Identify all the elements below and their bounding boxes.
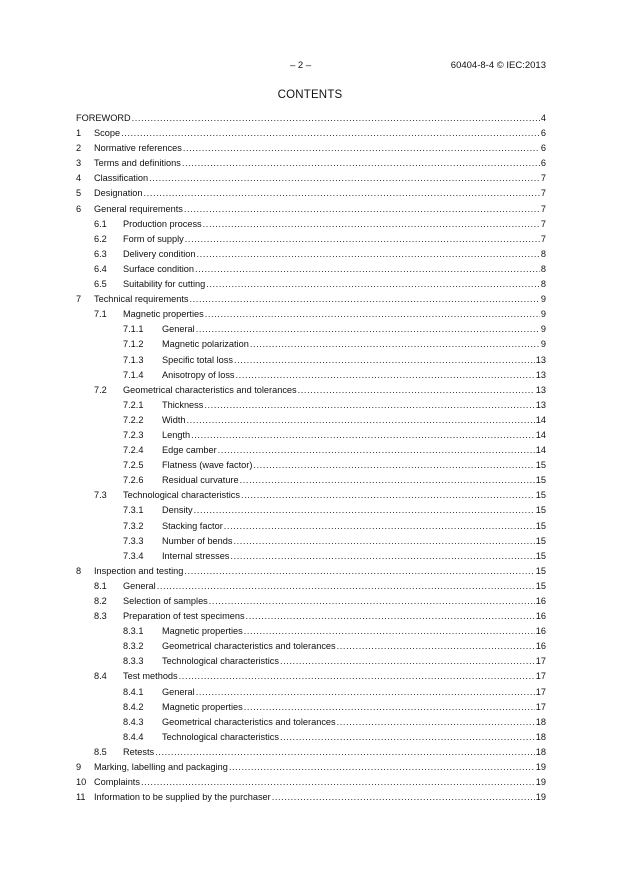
toc-entry-title: Thickness bbox=[162, 399, 204, 410]
toc-entry[interactable] bbox=[76, 126, 546, 141]
toc-entry-number: 7.2.6 bbox=[123, 475, 144, 486]
toc-entry[interactable] bbox=[76, 247, 546, 262]
toc-entry-title: Selection of samples bbox=[123, 596, 208, 606]
toc-entry[interactable] bbox=[76, 639, 546, 654]
toc-entry-title: Marking, labelling and packaging bbox=[94, 762, 228, 773]
toc-entry-title: Magnetic properties bbox=[123, 309, 204, 320]
toc-entry-line bbox=[123, 247, 546, 262]
toc-entry-line bbox=[123, 383, 546, 398]
toc-entry[interactable] bbox=[76, 383, 546, 398]
toc-dot-leader bbox=[236, 368, 535, 383]
toc-entry-line bbox=[94, 775, 546, 790]
toc-dot-leader bbox=[244, 624, 535, 639]
toc-entry-title: Delivery condition bbox=[123, 248, 196, 259]
toc-entry[interactable] bbox=[76, 700, 546, 715]
toc-entry-page: 14 bbox=[535, 414, 546, 425]
toc-entry-title: Test methods bbox=[123, 671, 178, 682]
toc-dot-leader bbox=[184, 202, 540, 217]
toc-entry-title: Technological characteristics bbox=[162, 731, 279, 742]
toc-dot-leader bbox=[144, 186, 540, 201]
toc-entry-line bbox=[94, 202, 546, 217]
toc-entry-page: 19 bbox=[535, 777, 546, 788]
toc-dot-leader bbox=[244, 700, 535, 715]
toc-entry-title: Anisotropy of loss bbox=[162, 369, 235, 380]
toc-entry-page: 17 bbox=[535, 656, 546, 667]
toc-entry[interactable] bbox=[76, 186, 546, 201]
toc-entry-number: 8.3.2 bbox=[123, 641, 144, 652]
toc-entry-line bbox=[162, 368, 546, 383]
toc-entry[interactable] bbox=[76, 292, 546, 307]
toc-dot-leader bbox=[185, 232, 540, 247]
toc-entry-page: 6 bbox=[540, 158, 546, 169]
toc-entry[interactable] bbox=[76, 458, 546, 473]
toc-entry-line bbox=[162, 428, 546, 443]
toc-entry-line bbox=[94, 564, 546, 579]
toc-entry-line bbox=[94, 760, 546, 775]
toc-entry-number: 8.5 bbox=[94, 746, 107, 757]
toc-dot-leader bbox=[337, 639, 535, 654]
toc-entry-number: 11 bbox=[76, 792, 86, 803]
toc-entry-page: 15 bbox=[535, 490, 546, 501]
toc-entry[interactable] bbox=[76, 790, 546, 805]
toc-dot-leader bbox=[157, 579, 535, 594]
toc-entry-number: 7.1.1 bbox=[123, 324, 144, 335]
toc-entry-number: 7 bbox=[76, 294, 82, 305]
toc-entry-line bbox=[123, 277, 546, 292]
toc-dot-leader bbox=[298, 383, 535, 398]
toc-entry-number: 7.2.3 bbox=[123, 429, 144, 440]
toc-entry[interactable] bbox=[76, 624, 546, 639]
toc-entry-page: 7 bbox=[540, 188, 546, 199]
toc-entry-title: Geometrical characteristics and tolerances bbox=[162, 716, 336, 727]
toc-entry-line bbox=[162, 458, 546, 473]
toc-entry[interactable] bbox=[76, 715, 546, 730]
toc-entry-page: 8 bbox=[540, 248, 546, 259]
toc-entry-line bbox=[94, 186, 546, 201]
toc-entry-title: Edge camber bbox=[162, 445, 217, 456]
toc-dot-leader bbox=[121, 126, 540, 141]
toc-entry[interactable] bbox=[76, 669, 546, 684]
toc-dot-leader bbox=[132, 111, 540, 126]
toc-dot-leader bbox=[205, 307, 540, 322]
toc-entry-number: 6.5 bbox=[94, 279, 107, 290]
toc-entry[interactable] bbox=[76, 534, 546, 549]
toc-entry-page: 9 bbox=[540, 324, 546, 335]
toc-entry[interactable] bbox=[76, 322, 546, 337]
toc-entry[interactable] bbox=[76, 232, 546, 247]
toc-dot-leader bbox=[182, 156, 540, 171]
toc-entry-number: 8 bbox=[76, 565, 82, 576]
toc-entry-number: 6.3 bbox=[94, 248, 107, 259]
toc-entry-page: 14 bbox=[535, 429, 546, 440]
toc-entry[interactable] bbox=[76, 141, 546, 156]
toc-entry-line bbox=[162, 398, 546, 413]
toc-entry[interactable] bbox=[76, 685, 546, 700]
toc-entry-title: Number of bends bbox=[162, 535, 233, 546]
toc-entry-title: Width bbox=[162, 414, 186, 425]
toc-dot-leader bbox=[141, 775, 535, 790]
toc-entry-page: 19 bbox=[535, 792, 546, 803]
toc-entry-line bbox=[162, 624, 546, 639]
toc-entry[interactable] bbox=[76, 488, 546, 503]
toc-dot-leader bbox=[183, 141, 540, 156]
toc-entry-page: 6 bbox=[540, 143, 546, 154]
toc-entry-title: Geometrical characteristics and tolerances bbox=[123, 384, 297, 395]
toc-entry-line bbox=[94, 156, 546, 171]
toc-entry[interactable] bbox=[76, 262, 546, 277]
toc-entry-title: General requirements bbox=[94, 203, 183, 214]
toc-entry-title: Production process bbox=[123, 218, 202, 229]
toc-dot-leader bbox=[218, 443, 535, 458]
toc-dot-leader bbox=[337, 715, 535, 730]
toc-entry-page: 13 bbox=[535, 369, 546, 380]
document-reference: 60404-8-4 © IEC:2013 bbox=[450, 60, 546, 71]
toc-entry-number: 8.3.1 bbox=[123, 626, 144, 637]
toc-entry-page: 8 bbox=[540, 279, 546, 290]
toc-entry-title: Surface condition bbox=[123, 263, 194, 274]
toc-entry-number: 7.3.4 bbox=[123, 550, 144, 561]
toc-entry-number: 8.1 bbox=[94, 580, 107, 591]
toc-entry-line bbox=[123, 307, 546, 322]
toc-entry[interactable] bbox=[76, 519, 546, 534]
toc-entry-number: 7.2.2 bbox=[123, 414, 144, 425]
toc-dot-leader bbox=[241, 488, 535, 503]
toc-entry-line bbox=[162, 322, 546, 337]
toc-entry-title: Technological characteristics bbox=[123, 490, 240, 501]
toc-entry-line bbox=[162, 715, 546, 730]
toc-entry-title: Designation bbox=[94, 188, 143, 199]
toc-entry-page: 15 bbox=[535, 520, 546, 531]
toc-entry[interactable] bbox=[76, 307, 546, 322]
toc-dot-leader bbox=[184, 564, 534, 579]
toc-entry[interactable] bbox=[76, 594, 546, 609]
toc-entry-title: Length bbox=[162, 429, 191, 440]
toc-entry-number: 8.4 bbox=[94, 671, 107, 682]
toc-dot-leader bbox=[179, 669, 535, 684]
toc-entry-line bbox=[162, 700, 546, 715]
toc-entry-title: Preparation of test specimens bbox=[123, 611, 245, 622]
toc-entry-page: 7 bbox=[540, 173, 546, 184]
toc-entry-number: 7.2.1 bbox=[123, 399, 144, 410]
toc-entry-page: 13 bbox=[535, 399, 546, 410]
toc-entry-line bbox=[123, 579, 546, 594]
toc-entry-line bbox=[123, 262, 546, 277]
toc-entry-page: 18 bbox=[535, 731, 546, 742]
toc-entry-line bbox=[162, 353, 546, 368]
toc-dot-leader bbox=[204, 398, 534, 413]
toc-entry-page: 15 bbox=[535, 565, 546, 576]
toc-entry[interactable] bbox=[76, 473, 546, 488]
toc-entry-page: 15 bbox=[535, 580, 546, 591]
toc-entry[interactable] bbox=[76, 760, 546, 775]
toc-entry-line bbox=[162, 413, 546, 428]
toc-entry-title: Geometrical characteristics and tolerances bbox=[162, 641, 336, 652]
toc-dot-leader bbox=[233, 534, 534, 549]
toc-entry[interactable] bbox=[76, 171, 546, 186]
toc-entry-number: 7.1.4 bbox=[123, 369, 144, 380]
toc-entry[interactable] bbox=[76, 428, 546, 443]
toc-entry[interactable] bbox=[76, 202, 546, 217]
toc-entry-page: 17 bbox=[535, 686, 546, 697]
toc-dot-leader bbox=[191, 428, 535, 443]
toc-entry-title: Magnetic properties bbox=[162, 701, 243, 712]
toc-entry-title: Terms and definitions bbox=[94, 158, 181, 169]
toc-dot-leader bbox=[155, 745, 535, 760]
toc-entry-page: 4 bbox=[540, 113, 546, 123]
toc-entry-page: 17 bbox=[535, 671, 546, 682]
toc-entry-number: 8.4.2 bbox=[123, 701, 144, 712]
toc-entry-number: 1 bbox=[76, 128, 82, 139]
toc-entry-title: Technological characteristics bbox=[162, 656, 279, 667]
toc-entry-number: 10 bbox=[76, 777, 87, 788]
contents-title: CONTENTS bbox=[277, 89, 343, 101]
page-number: – 2 – bbox=[290, 60, 312, 71]
toc-dot-leader bbox=[224, 519, 535, 534]
toc-entry[interactable] bbox=[76, 398, 546, 413]
toc-dot-leader bbox=[194, 503, 535, 518]
toc-entry-title: General bbox=[123, 580, 156, 591]
toc-entry[interactable] bbox=[76, 654, 546, 669]
toc-entry-number: 9 bbox=[76, 762, 82, 773]
toc-dot-leader bbox=[197, 247, 540, 262]
toc-entry-title: Scope bbox=[94, 128, 121, 139]
toc-entry-number: 7.1.3 bbox=[123, 354, 144, 365]
toc-entry-page: 19 bbox=[535, 762, 546, 773]
toc-entry-page: 9 bbox=[540, 339, 546, 350]
toc-entry-title: Specific total loss bbox=[162, 354, 233, 365]
toc-entry-number: 4 bbox=[76, 173, 82, 184]
toc-entry-number: 7.3.3 bbox=[123, 535, 144, 546]
toc-dot-leader bbox=[234, 353, 535, 368]
toc-entry-title: Information to be supplied by the purchaser bbox=[94, 792, 271, 803]
toc-entry[interactable] bbox=[76, 156, 546, 171]
toc-entry-page: 8 bbox=[540, 263, 546, 274]
toc-entry-title: Normative references bbox=[94, 143, 182, 154]
table-of-contents bbox=[76, 111, 546, 805]
toc-entry-number: 2 bbox=[76, 143, 82, 154]
toc-entry-line bbox=[162, 730, 546, 745]
toc-entry-number: 7.3 bbox=[94, 490, 107, 501]
toc-entry-number: 7.3.1 bbox=[123, 505, 144, 516]
toc-entry-line bbox=[76, 111, 546, 126]
toc-entry-page: 15 bbox=[535, 535, 546, 546]
toc-entry-page: 16 bbox=[535, 596, 546, 606]
toc-entry-title: Classification bbox=[94, 173, 149, 184]
toc-entry-page: 14 bbox=[535, 445, 546, 456]
toc-entry-title: Suitability for cutting bbox=[123, 279, 206, 290]
toc-entry-line bbox=[162, 654, 546, 669]
toc-entry-number: 8.4.1 bbox=[123, 686, 144, 697]
toc-entry[interactable] bbox=[76, 579, 546, 594]
toc-entry-line bbox=[162, 337, 546, 352]
toc-entry-line bbox=[123, 594, 546, 609]
toc-entry-page: 9 bbox=[540, 309, 546, 320]
toc-entry-title: Magnetic properties bbox=[162, 626, 243, 637]
toc-entry-title: Residual curvature bbox=[162, 475, 239, 486]
toc-entry-page: 17 bbox=[535, 701, 546, 712]
toc-entry-page: 15 bbox=[535, 460, 546, 471]
toc-entry-line bbox=[123, 217, 546, 232]
toc-entry-number: 6.4 bbox=[94, 263, 107, 274]
toc-entry-number: 7.1 bbox=[94, 309, 107, 320]
toc-dot-leader bbox=[280, 654, 535, 669]
toc-entry-line bbox=[94, 790, 546, 805]
toc-entry-page: 7 bbox=[540, 218, 546, 229]
toc-entry-line bbox=[94, 292, 546, 307]
toc-entry-number: 8.4.4 bbox=[123, 731, 144, 742]
toc-dot-leader bbox=[250, 337, 540, 352]
toc-entry-number: 7.2.4 bbox=[123, 445, 144, 456]
toc-entry-page: 18 bbox=[535, 746, 546, 757]
toc-entry-number: 7.2.5 bbox=[123, 460, 144, 471]
toc-entry[interactable] bbox=[76, 775, 546, 790]
toc-entry-title: Flatness (wave factor) bbox=[162, 460, 253, 471]
toc-entry-line bbox=[162, 473, 546, 488]
toc-entry-number: 7.1.2 bbox=[123, 339, 144, 350]
toc-entry[interactable] bbox=[76, 368, 546, 383]
toc-entry-line bbox=[162, 503, 546, 518]
toc-dot-leader bbox=[272, 790, 535, 805]
toc-dot-leader bbox=[209, 594, 535, 609]
toc-entry[interactable] bbox=[76, 549, 546, 564]
toc-entry-title: Stacking factor bbox=[162, 520, 223, 531]
toc-entry-page: 7 bbox=[540, 233, 546, 244]
toc-entry-page: 13 bbox=[535, 384, 546, 395]
toc-entry-page: 13 bbox=[535, 354, 546, 365]
toc-entry-number: 8.2 bbox=[94, 596, 107, 606]
toc-dot-leader bbox=[203, 217, 540, 232]
toc-entry-title: Technical requirements bbox=[94, 294, 189, 305]
toc-dot-leader bbox=[196, 322, 540, 337]
toc-entry-title: General bbox=[162, 324, 195, 335]
toc-entry-line bbox=[162, 534, 546, 549]
toc-entry[interactable] bbox=[76, 503, 546, 518]
toc-entry-line bbox=[123, 669, 546, 684]
toc-dot-leader bbox=[229, 760, 535, 775]
toc-entry-number: 6 bbox=[76, 203, 82, 214]
toc-entry-page: 18 bbox=[535, 716, 546, 727]
toc-entry-title: Inspection and testing bbox=[94, 565, 184, 576]
toc-dot-leader bbox=[253, 458, 534, 473]
toc-entry-number: 8.3 bbox=[94, 611, 107, 622]
toc-entry[interactable] bbox=[76, 609, 546, 624]
toc-dot-leader bbox=[240, 473, 535, 488]
toc-entry-page: 7 bbox=[540, 203, 546, 214]
toc-entry-title: Magnetic polarization bbox=[162, 339, 249, 350]
toc-entry-number: 6.2 bbox=[94, 233, 107, 244]
toc-entry-title: Complaints bbox=[94, 777, 140, 788]
toc-entry-line bbox=[123, 745, 546, 760]
toc-entry-page: 16 bbox=[535, 626, 546, 637]
toc-entry-page: 15 bbox=[535, 505, 546, 516]
toc-entry-line bbox=[123, 609, 546, 624]
toc-entry[interactable] bbox=[76, 413, 546, 428]
toc-entry[interactable] bbox=[76, 111, 546, 126]
toc-entry-line bbox=[162, 685, 546, 700]
toc-entry-page: 15 bbox=[535, 475, 546, 486]
toc-entry-line bbox=[162, 639, 546, 654]
toc-dot-leader bbox=[149, 171, 540, 186]
toc-entry-page: 16 bbox=[535, 641, 546, 652]
toc-entry-page: 9 bbox=[540, 294, 546, 305]
toc-entry-number: 3 bbox=[76, 158, 82, 169]
toc-entry-line bbox=[94, 126, 546, 141]
toc-entry-title: General bbox=[162, 686, 195, 697]
toc-entry-number: 7.3.2 bbox=[123, 520, 144, 531]
toc-entry-title: FOREWORD bbox=[76, 113, 131, 123]
toc-entry-line bbox=[123, 232, 546, 247]
toc-entry-title: Form of supply bbox=[123, 233, 184, 244]
toc-entry-line bbox=[162, 443, 546, 458]
toc-entry-number: 8.3.3 bbox=[123, 656, 144, 667]
toc-dot-leader bbox=[246, 609, 535, 624]
toc-entry[interactable] bbox=[76, 443, 546, 458]
toc-dot-leader bbox=[187, 413, 535, 428]
toc-entry-page: 6 bbox=[540, 128, 546, 139]
toc-entry-line bbox=[94, 171, 546, 186]
toc-entry-line bbox=[162, 519, 546, 534]
toc-entry[interactable] bbox=[76, 730, 546, 745]
toc-dot-leader bbox=[189, 292, 539, 307]
toc-entry[interactable] bbox=[76, 217, 546, 232]
toc-entry-number: 7.2 bbox=[94, 384, 107, 395]
toc-entry-title: Retests bbox=[123, 746, 155, 757]
toc-entry-page: 15 bbox=[535, 550, 546, 561]
toc-entry[interactable] bbox=[76, 564, 546, 579]
toc-entry-number: 5 bbox=[76, 188, 82, 199]
toc-entry-page: 16 bbox=[535, 611, 546, 622]
toc-dot-leader bbox=[280, 730, 535, 745]
toc-dot-leader bbox=[230, 549, 534, 564]
toc-entry-title: Internal stresses bbox=[162, 550, 230, 561]
toc-entry-line bbox=[162, 549, 546, 564]
toc-entry-line bbox=[94, 141, 546, 156]
toc-entry-title: Density bbox=[162, 505, 193, 516]
toc-entry[interactable] bbox=[76, 353, 546, 368]
toc-entry[interactable] bbox=[76, 745, 546, 760]
toc-entry-number: 6.1 bbox=[94, 218, 107, 229]
toc-entry-number: 8.4.3 bbox=[123, 716, 144, 727]
toc-dot-leader bbox=[206, 277, 540, 292]
toc-entry[interactable] bbox=[76, 277, 546, 292]
toc-dot-leader bbox=[196, 685, 535, 700]
toc-entry-line bbox=[123, 488, 546, 503]
toc-entry[interactable] bbox=[76, 337, 546, 352]
toc-dot-leader bbox=[195, 262, 540, 277]
